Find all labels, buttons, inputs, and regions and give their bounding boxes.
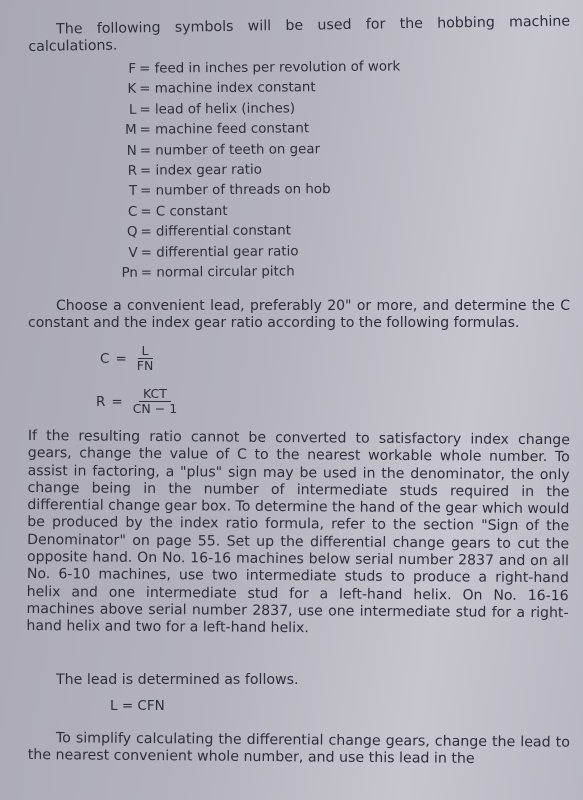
symbol-item: C = C constant xyxy=(127,203,228,220)
symbol-item: K = machine index constant xyxy=(127,80,316,98)
symbol-item: V = differential gear ratio xyxy=(128,244,299,261)
choose-lead-paragraph: Choose a convenient lead, preferably 20" or more, and determine the C constant and the index gear ratio according to the following formulas. xyxy=(28,298,570,331)
simplify-paragraph: To simplify calculating the differential change gears, change the lead to the nearest convenient whole number, and use this lead in the xyxy=(27,730,570,767)
formula-index-ratio: R = $\frac{\text{KCT}}{CN - 1}$ xyxy=(96,387,181,416)
ratio-instructions-paragraph: If the resulting ratio cannot be converted to satisfactory index change gears, change the value of C to the nearest workable whole number. To assist in factoring, a "plus" sign may be used in the denominator, the only change being in the number of intermediate studs required in the differential change gear box. To determine the hand of the gear which would be produced by the index ratio formula, refer to the section "Sign of the Denominator" on page 55. Set up the differential change gears to cut the opposite hand. On No. 16-16 machines below serial number 2837 and on all No. 6-10 machines, use two intermediate studs to produce a right-hand helix and one intermediate stud for a left-hand helix. On No. 16-16 machines above serial number 2837, use one intermediate stud for a right-hand helix and two for a left-hand helix. xyxy=(26,428,570,637)
symbol-item: Pn = normal circular pitch xyxy=(121,264,295,281)
symbol-item: R = index gear ratio xyxy=(127,162,263,179)
formula-lead: L = CFN xyxy=(110,698,165,714)
symbol-item: Q = differential constant xyxy=(126,223,292,241)
symbol-list xyxy=(108,57,510,285)
fraction: $\frac{L}{FN}$ xyxy=(136,343,154,373)
symbol-item: T = number of threads on hob xyxy=(128,182,331,200)
intro-paragraph: The following symbols will be used for the hobbing machine calculations. xyxy=(28,13,571,55)
fraction: $\frac{\text{KCT}}{CN - 1}$ xyxy=(132,386,178,416)
symbol-item: M = machine feed constant xyxy=(124,121,310,139)
formula-c-constant: C = $\frac{L}{FN}$ xyxy=(100,344,157,373)
symbol-item: F = feed in inches per revolution of work xyxy=(128,59,401,77)
symbol-item: N = number of teeth on gear xyxy=(126,141,321,159)
symbol-item: L = lead of helix (inches) xyxy=(128,101,296,118)
lead-paragraph: The lead is determined as follows. xyxy=(56,672,299,688)
